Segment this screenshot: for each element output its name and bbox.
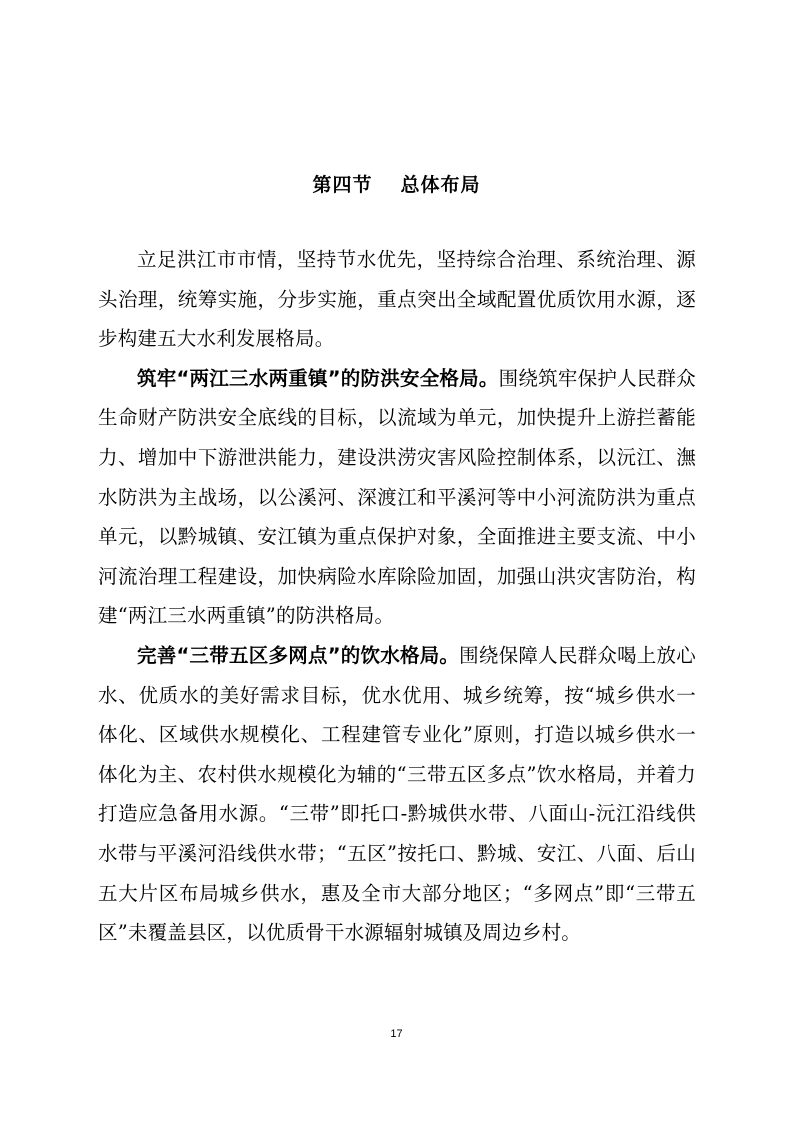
section-number: 第四节: [312, 174, 373, 196]
paragraph-lead: 筑牢“两江三水两重镇”的防洪安全格局。: [137, 366, 499, 390]
paragraph-text: 围绕保障人民群众喝上放心水、优质水的美好需求目标，优水优用、城乡统筹，按“城乡供水一体化、区域供水规模化、工程建管专业化”原则，打造以城乡供水一体化为主、农村供水规模化为辅的“三带五区多点”饮水格局，并着力打造应急备用水源。“三带”即托口-黔城供水带、八面山-沅江沿线供水带与平溪河沿线供水带；“五区”按托口、黔城、安江、八面、后山五大片区布局城乡供水，惠及全市大部分地区；“多网点”即“三带五区”未覆盖县区，以优质骨干水源辐射城镇及周边乡村。: [98, 643, 696, 945]
section-heading: [0, 170, 793, 197]
paragraph-lead: 完善“三带五区多网点”的饮水格局。: [137, 643, 460, 667]
paragraph-intro: [98, 240, 696, 359]
paragraph-flood-control: [98, 359, 696, 636]
paragraph-text: 立足洪江市市情，坚持节水优先，坚持综合治理、系统治理、源头治理，统筹实施，分步实施，重点突出全域配置优质饮用水源，逐步构建五大水利发展格局。: [98, 248, 696, 351]
body-text: [98, 240, 696, 953]
paragraph-water-supply: [98, 636, 696, 953]
paragraph-text: 围绕筑牢保护人民群众生命财产防洪安全底线的目标，以流域为单元，加快提升上游拦蓄能力、增加中下游泄洪能力，建设洪涝灾害风险控制体系，以沅江、潕水防洪为主战场，以公溪河、深渡江和平溪河等中小河流防洪为重点单元，以黔城镇、安江镇为重点保护对象，全面推进主要支流、中小河流治理工程建设，加快病险水库除险加固，加强山洪灾害防治，构建“两江三水两重镇”的防洪格局。: [98, 366, 696, 628]
section-title: 总体布局: [400, 174, 481, 196]
page-number: 17: [390, 1028, 403, 1040]
